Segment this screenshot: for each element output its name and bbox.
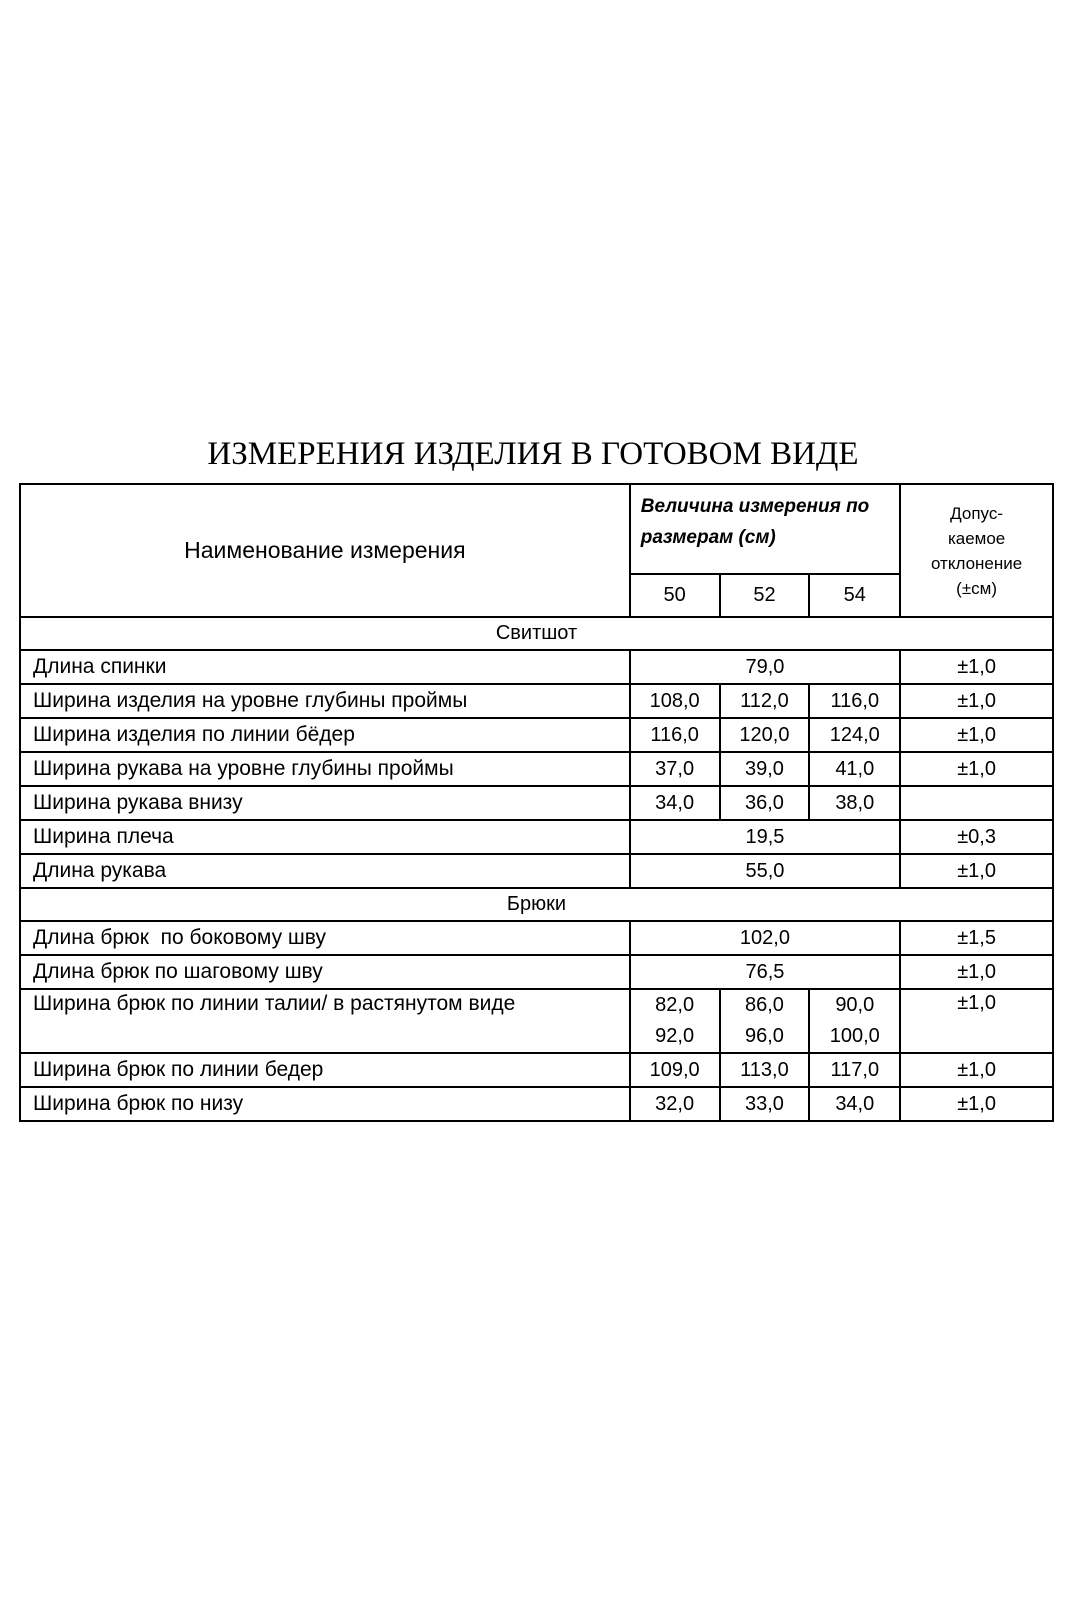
- header-tolerance-col: [900, 484, 1053, 617]
- section-label: Свитшот: [20, 617, 1053, 650]
- row-name: Ширина изделия по линии бёдер: [20, 718, 630, 752]
- size-50: 50: [630, 574, 720, 617]
- row-value-50: 37,0: [630, 752, 720, 786]
- table-row: [20, 955, 1053, 989]
- row-merged-value: 19,5: [630, 820, 900, 854]
- row-value-52: 112,0: [720, 684, 810, 718]
- size-54: 54: [809, 574, 900, 617]
- row-value-54: 34,0: [809, 1087, 900, 1121]
- table-row: [20, 921, 1053, 955]
- row-name: Ширина брюк по линии талии/ в растянутом виде: [20, 989, 630, 1053]
- row-name: Ширина брюк по низу: [20, 1087, 630, 1121]
- row-value-54: 124,0: [809, 718, 900, 752]
- row-tolerance: ±1,0: [900, 854, 1053, 888]
- row-tolerance: ±0,3: [900, 820, 1053, 854]
- row-value-50: 116,0: [630, 718, 720, 752]
- row-name: Длина рукава: [20, 854, 630, 888]
- row-name: Ширина изделия на уровне глубины проймы: [20, 684, 630, 718]
- row-value-52: [720, 989, 810, 1053]
- row-value-54-line1: 90,0: [835, 994, 875, 1016]
- row-name: Ширина рукава внизу: [20, 786, 630, 820]
- table-row: [20, 1053, 1053, 1087]
- header-size-line1: Величина измерения по: [640, 496, 870, 517]
- table-row: [20, 854, 1053, 888]
- row-tolerance: ±1,0: [900, 955, 1053, 989]
- row-tolerance: ±1,0: [900, 1053, 1053, 1087]
- row-merged-value: 102,0: [630, 921, 900, 955]
- row-value-52: 33,0: [720, 1087, 810, 1121]
- row-tolerance: ±1,0: [900, 684, 1053, 718]
- row-tolerance: ±1,5: [900, 921, 1053, 955]
- row-value-50: 32,0: [630, 1087, 720, 1121]
- row-tolerance: ±1,0: [900, 752, 1053, 786]
- table-row: [20, 752, 1053, 786]
- row-name: Ширина рукава на уровне глубины проймы: [20, 752, 630, 786]
- row-name: Длина брюк по шаговому шву: [20, 955, 630, 989]
- table-row: [20, 786, 1053, 820]
- section-row: [20, 617, 1053, 650]
- row-value-52: 113,0: [720, 1053, 810, 1087]
- header-size-line2: размерам (см): [640, 527, 776, 548]
- row-value-52-line2: 96,0: [744, 1025, 784, 1047]
- size-52: 52: [720, 574, 810, 617]
- row-name: Ширина плеча: [20, 820, 630, 854]
- row-merged-value: 76,5: [630, 955, 900, 989]
- table-row: [20, 820, 1053, 854]
- row-value-50: 108,0: [630, 684, 720, 718]
- row-value-52: 39,0: [720, 752, 810, 786]
- row-value-50: 109,0: [630, 1053, 720, 1087]
- table-row: [20, 650, 1053, 684]
- section-label: Брюки: [20, 888, 1053, 921]
- table-row: [20, 1087, 1053, 1121]
- section-row: [20, 888, 1053, 921]
- row-value-52: 120,0: [720, 718, 810, 752]
- header-size-col: [630, 484, 900, 574]
- table-row: [20, 718, 1053, 752]
- row-merged-value: 79,0: [630, 650, 900, 684]
- row-name: Длина брюк по боковому шву: [20, 921, 630, 955]
- row-name: Длина спинки: [20, 650, 630, 684]
- header-tol-line3: отклонение: [930, 553, 1023, 573]
- header-tol-line2: каемое: [947, 528, 1006, 548]
- row-name: Ширина брюк по линии бедер: [20, 1053, 630, 1087]
- table-row: [20, 684, 1053, 718]
- row-value-54: 41,0: [809, 752, 900, 786]
- row-value-54: 38,0: [809, 786, 900, 820]
- header-row: [20, 484, 1053, 574]
- page-title: ИЗМЕРЕНИЯ ИЗДЕЛИЯ В ГОТОВОМ ВИДЕ: [207, 436, 859, 472]
- row-tolerance: ±1,0: [900, 650, 1053, 684]
- row-value-52: 36,0: [720, 786, 810, 820]
- row-tolerance: ±1,0: [900, 1087, 1053, 1121]
- row-value-54: 116,0: [809, 684, 900, 718]
- row-value-54: [809, 989, 900, 1053]
- row-tolerance: ±1,0: [900, 989, 1053, 1053]
- header-name-col: Наименование измерения: [20, 484, 630, 617]
- table-row: [20, 989, 1053, 1053]
- header-tol-line4: (±см): [956, 578, 998, 598]
- row-value-54-line2: 100,0: [829, 1025, 880, 1047]
- row-value-50: 34,0: [630, 786, 720, 820]
- row-value-52-line1: 86,0: [744, 994, 784, 1016]
- row-value-50-line1: 82,0: [655, 994, 695, 1016]
- measurements-table: [19, 483, 1054, 1122]
- row-merged-value: 55,0: [630, 854, 900, 888]
- row-value-50-line2: 92,0: [655, 1025, 695, 1047]
- row-value-54: 117,0: [809, 1053, 900, 1087]
- row-tolerance: ±1,0: [900, 718, 1053, 752]
- row-tolerance: [900, 786, 1053, 820]
- header-tol-line1: Допус-: [950, 503, 1004, 523]
- row-value-50: [630, 989, 720, 1053]
